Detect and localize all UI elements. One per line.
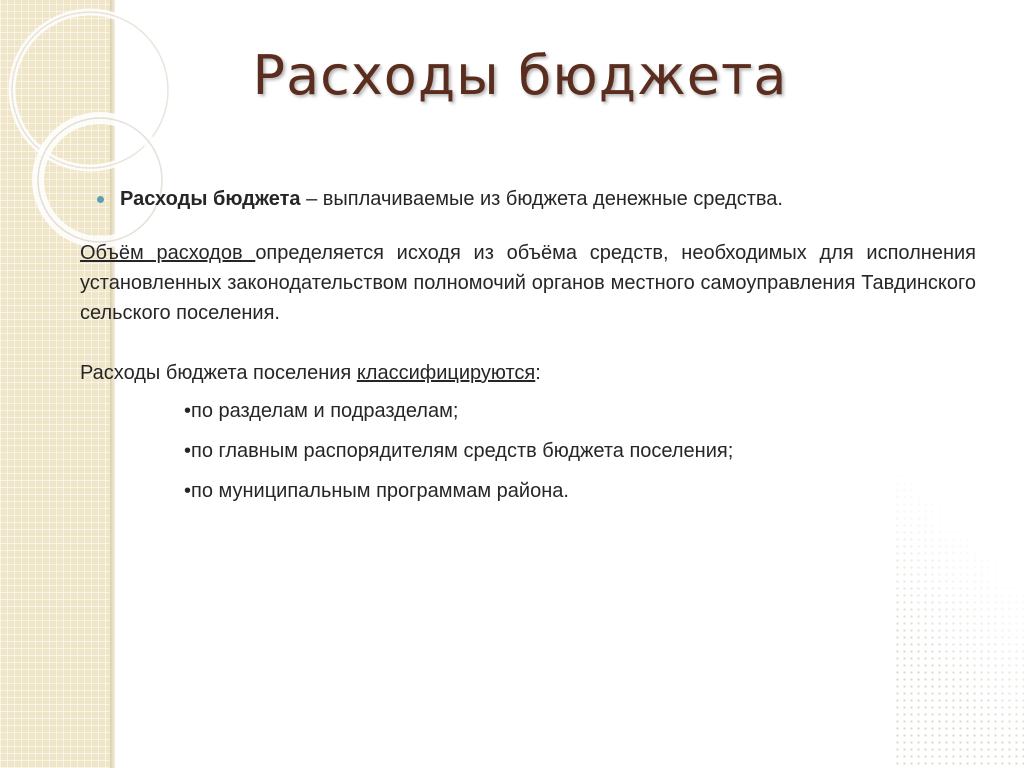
classification-tail: : — [535, 362, 541, 384]
definition-text: – выплачиваемые из бюджета денежные средства. — [300, 188, 783, 210]
slide-content — [80, 184, 976, 516]
definition-term: Расходы бюджета — [120, 188, 301, 210]
list-item: •по муниципальным программам района. — [184, 480, 569, 502]
classification-term: классифицируются — [356, 362, 536, 384]
classification-list — [80, 396, 976, 506]
expenses-volume-text: определяется исходя из объёма средств, необходимых для исполнения установленных законодательством полномочий органов местного самоуправления Тавдинского сельского поселения. — [80, 242, 976, 324]
classification-paragraph — [80, 358, 976, 388]
list-item: •по главным распорядителям средств бюджета поселения; — [184, 440, 734, 462]
bullet-dot-icon — [97, 196, 104, 203]
definition-bullet — [80, 184, 976, 214]
list-item: •по разделам и подразделам; — [184, 400, 459, 422]
expenses-volume-term: Объём расходов — [80, 242, 256, 264]
slide-title: Расходы бюджета — [252, 44, 788, 107]
expenses-volume-paragraph — [80, 238, 976, 328]
classification-lead: Расходы бюджета поселения — [80, 362, 357, 384]
